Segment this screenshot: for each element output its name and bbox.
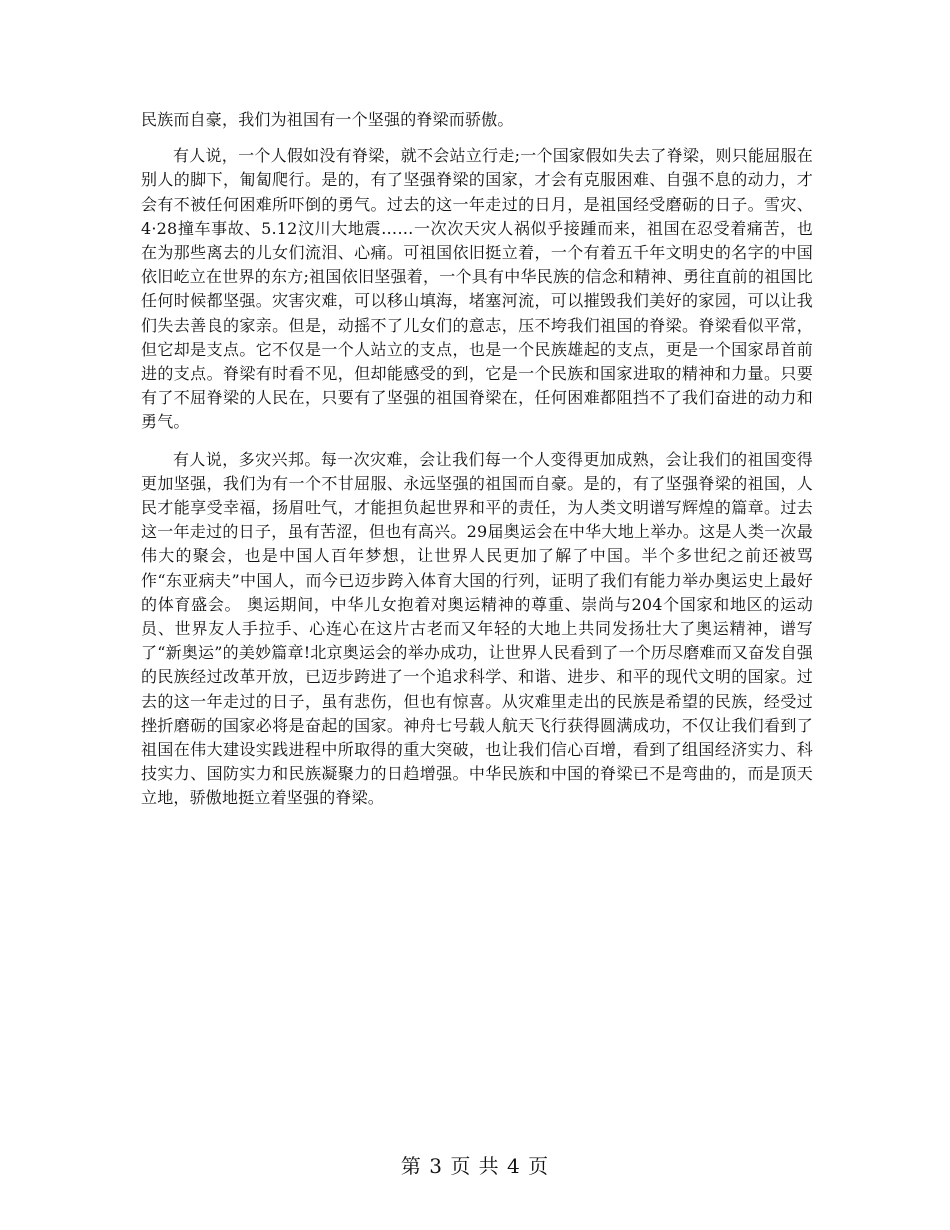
paragraph-spine-of-nation: 有人说，一个人假如没有脊梁，就不会站立行走;一个国家假如失去了脊梁，则只能屈服在别人的脚下，匍匐爬行。是的，有了坚强脊梁的国家，才会有克服困难、自强不息的动力，才会有不被任何困难所吓倒的勇气。过去的这一年走过的日月，是祖国经受磨砺的日子。雪灾、4·28撞车事故、5.12汶川大地震……一次次天灾人祸似乎接踵而来，祖国在忍受着痛苦，也在为那些离去的儿女们流泪、心痛。可祖国依旧挺立着，一个有着五千年文明史的名字的中国依旧屹立在世界的东方;祖国依旧坚强着，一个具有中华民族的信念和精神、勇往直前的祖国比任何时候都坚强。灾害灾难，可以移山填海，堵塞河流，可以摧毁我们美好的家园，可以让我们失去善良的家亲。但是，动摇不了儿女们的意志，压不垮我们祖国的脊梁。脊梁看似平常，但它却是支点。它不仅是一个人站立的支点，也是一个民族雄起的支点，更是一个国家昂首前进的支点。脊梁有时看不见，但却能感受的到，它是一个民族和国家进取的精神和力量。只要有了不屈脊梁的人民在，只要有了坚强的祖国脊梁在，任何困难都阻挡不了我们奋进的动力和勇气。 [141, 146, 813, 432]
paragraph-adversity-rejuvenates: 有人说，多灾兴邦。每一次灾难，会让我们每一个人变得更加成熟，会让我们的祖国变得更加坚强，我们为有一个不甘屈服、永远坚强的祖国而自豪。是的，有了坚强脊梁的祖国，人民才能享受幸福，扬眉吐气，才能担负起世界和平的责任，为人类文明谱写辉煌的篇章。过去这一年走过的日子，虽有苦涩，但也有高兴。29届奥运会在中华大地上举办。这是人类一次最伟大的聚会，也是中国人百年梦想，让世界人民更加了解了中国。半个多世纪之前还被骂作“东亚病夫”中国人，而今已迈步跨入体育大国的行列，证明了我们有能力举办奥运史上最好的体育盛会。 奥运期间，中华儿女抱着对奥运精神的尊重、崇尚与204个国家和地区的运动员、世界友人手拉手、心连心在这片古老而又年轻的大地上共同发扬壮大了奥运精神，谱写了“新奥运”的美妙篇章!北京奥运会的举办成功，让世界人民看到了一个历尽磨难而又奋发自强的民族经过改革开放，已迈步跨进了一个追求科学、和谐、进步、和平的现代文明的国家。过去的这一年走过的日子，虽有悲伤，但也有惊喜。从灾难里走出的民族是希望的民族，经受过挫折磨砺的国家必将是奋起的国家。神舟七号载人航天飞行获得圆满成功，不仅让我们看到了祖国在伟大建设实践进程中所取得的重大突破，也让我们信心百增，看到了组国经济实力、科技实力、国防实力和民族凝聚力的日趋增强。中华民族和中国的脊梁已不是弯曲的，而是顶天立地，骄傲地挺立着坚强的脊梁。 [141, 449, 813, 808]
page-number-footer: 第 3 页 共 4 页 [400, 1154, 550, 1178]
document-body [141, 108, 813, 824]
paragraph-continuation: 民族而自豪，我们为祖国有一个坚强的脊梁而骄傲。 [141, 110, 514, 129]
